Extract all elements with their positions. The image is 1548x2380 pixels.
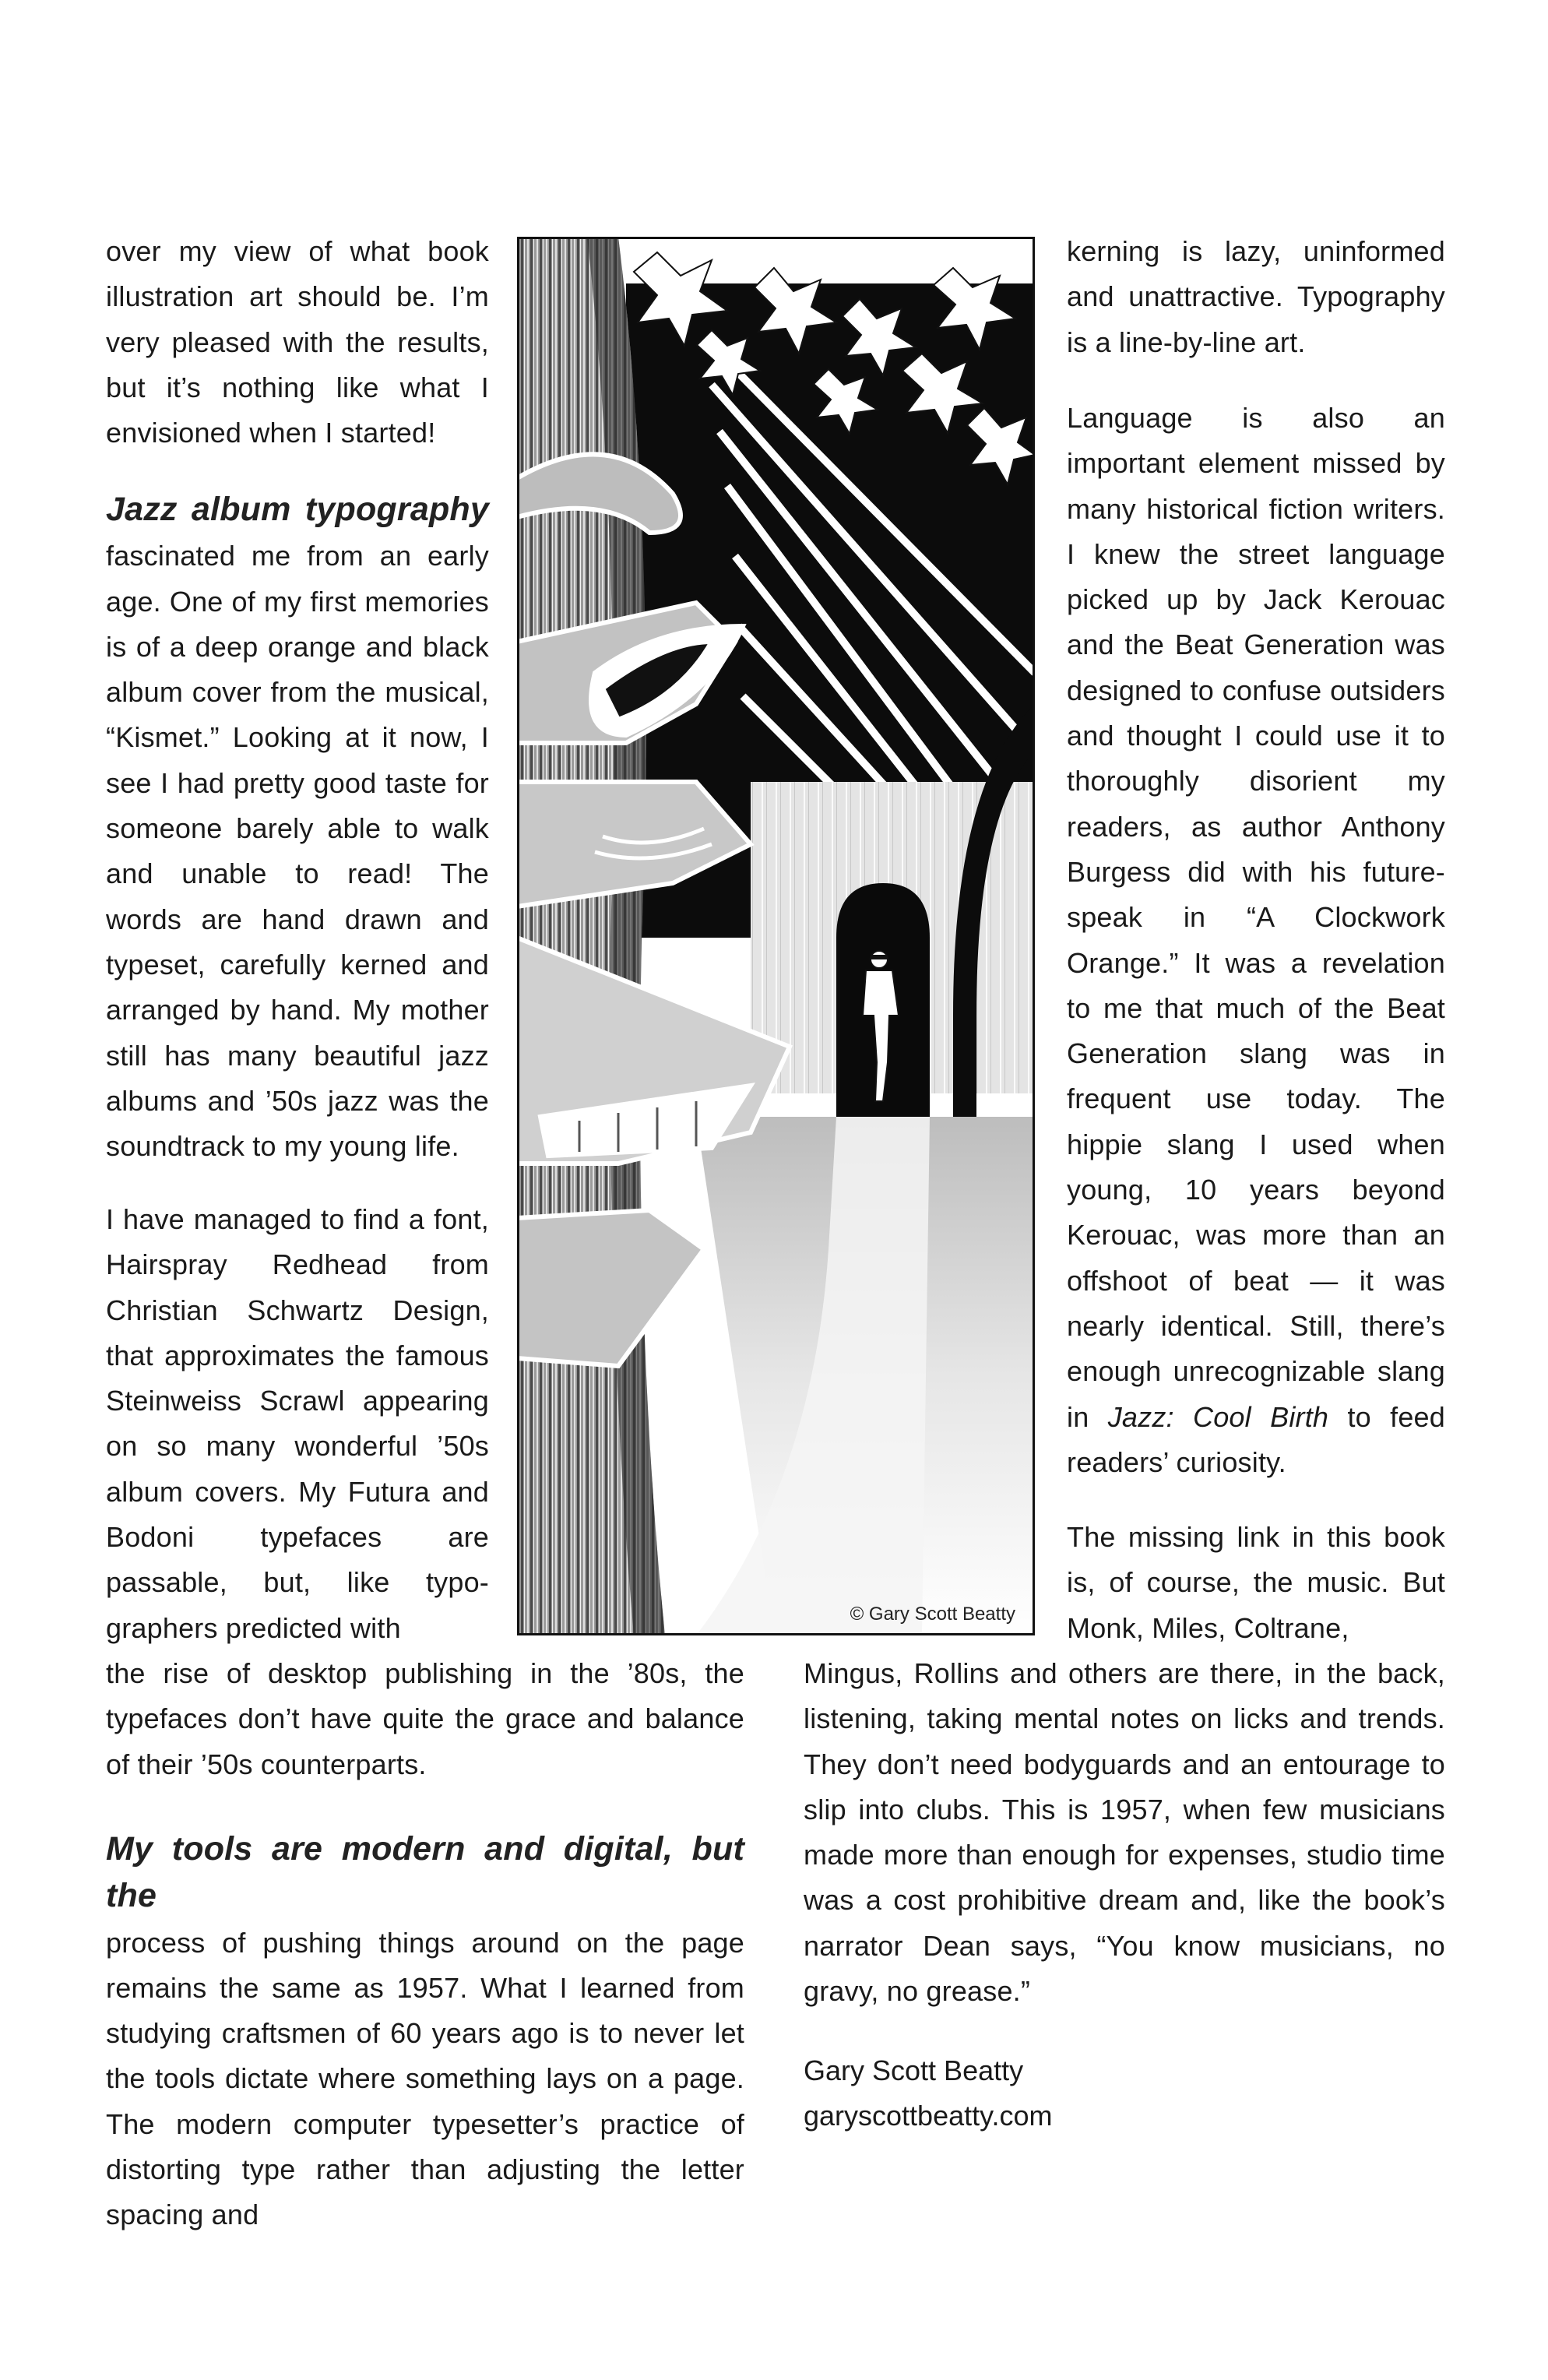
book-title: Jazz: Cool Birth [1107,1400,1329,1433]
paragraph-tools: My tools are modern and digital, but the process of pushing things around on the page remains the same as 1957. What I learned from studying craftsmen of 60 years ago is to never let the tools dictate where something lays on a page. The modern computer typesetter’s practice of distorting type rather than adjusting the letter spacing and [106,1830,744,2231]
subheading-tools: My tools are modern and digital, but the [106,1830,744,1915]
paragraph-intro-end: over my view of what book illustration art should be. I’m very pleased with the results, but it’s nothing like what I envisioned when I started! [106,235,489,449]
illustration [517,237,1035,1635]
paragraph-font-bottom: the rise of desktop publishing in the ’80s, the typefaces don’t have quite the grace and balance of their ’50s counterparts. [106,1657,744,1780]
author-name: Gary Scott Beatty [804,2054,1024,2086]
paragraph-kerning: kerning is lazy, uninformed and unattractive. Typography is a line-by-line art. [1067,235,1445,358]
paragraph-jazz-typography: Jazz album typography fascinated me from an early age. One of my first memories is of a deep orange and black album cover from the musical, “Kismet.” Looking at it now, I see I had pretty good taste for someone barely able to walk and unable to read! The words are hand drawn and typeset, carefully kerned and arranged by hand. My mother still has many beautiful jazz albums and ’50s jazz was the soundtrack to my young life. [106,491,489,1163]
author-website: garyscottbeatty.com [804,2100,1053,2132]
paragraph-font-top: I have managed to find a font, Hairspray Redhead from Christian Schwartz Design, that approximates the famous Steinweiss Scrawl appearing on so many wonderful ’50s album covers. My Futura and Bodoni typefaces are passable, but, like typo-graphers predicted with [106,1203,489,1644]
paragraph-missing-link-top: The missing link in this book is, of course, the music. But Monk, Miles, Coltrane, [1067,1521,1445,1644]
illustration-copyright: © Gary Scott Beatty [850,1604,1015,1625]
paragraph-missing-link-bottom: Mingus, Rollins and others are there, in the back, listening, taking mental notes on licks and trends. They don’t need bodyguards and an entourage to slip into clubs. This is 1957, when few musicians made more than enough for expenses, studio time was a cost prohibitive dream and, like the book’s narrator Dean says, “You know musicians, no gravy, no grease.” [804,1657,1445,2008]
subheading-jazz-album-typography: Jazz album typography [106,491,489,528]
paragraph-language: Language is also an important element missed by many historical fiction writers. I knew the street language picked up by Jack Kerouac and the Beat Generation was designed to confuse outsiders and thought I could use it to thoroughly disorient my readers, as author Anthony Burgess did with his future-speak in “A Clockwork Orange.” It was a revelation to me that much of the Beat Generation slang was in frequent use today. The hippie slang I used when young, 10 years beyond Kerouac, was more than an offshoot of beat — it was nearly identical. Still, there’s enough unrecognizable slang in Jazz: Cool Birth to feed readers’ curiosity. [1067,402,1446,1478]
